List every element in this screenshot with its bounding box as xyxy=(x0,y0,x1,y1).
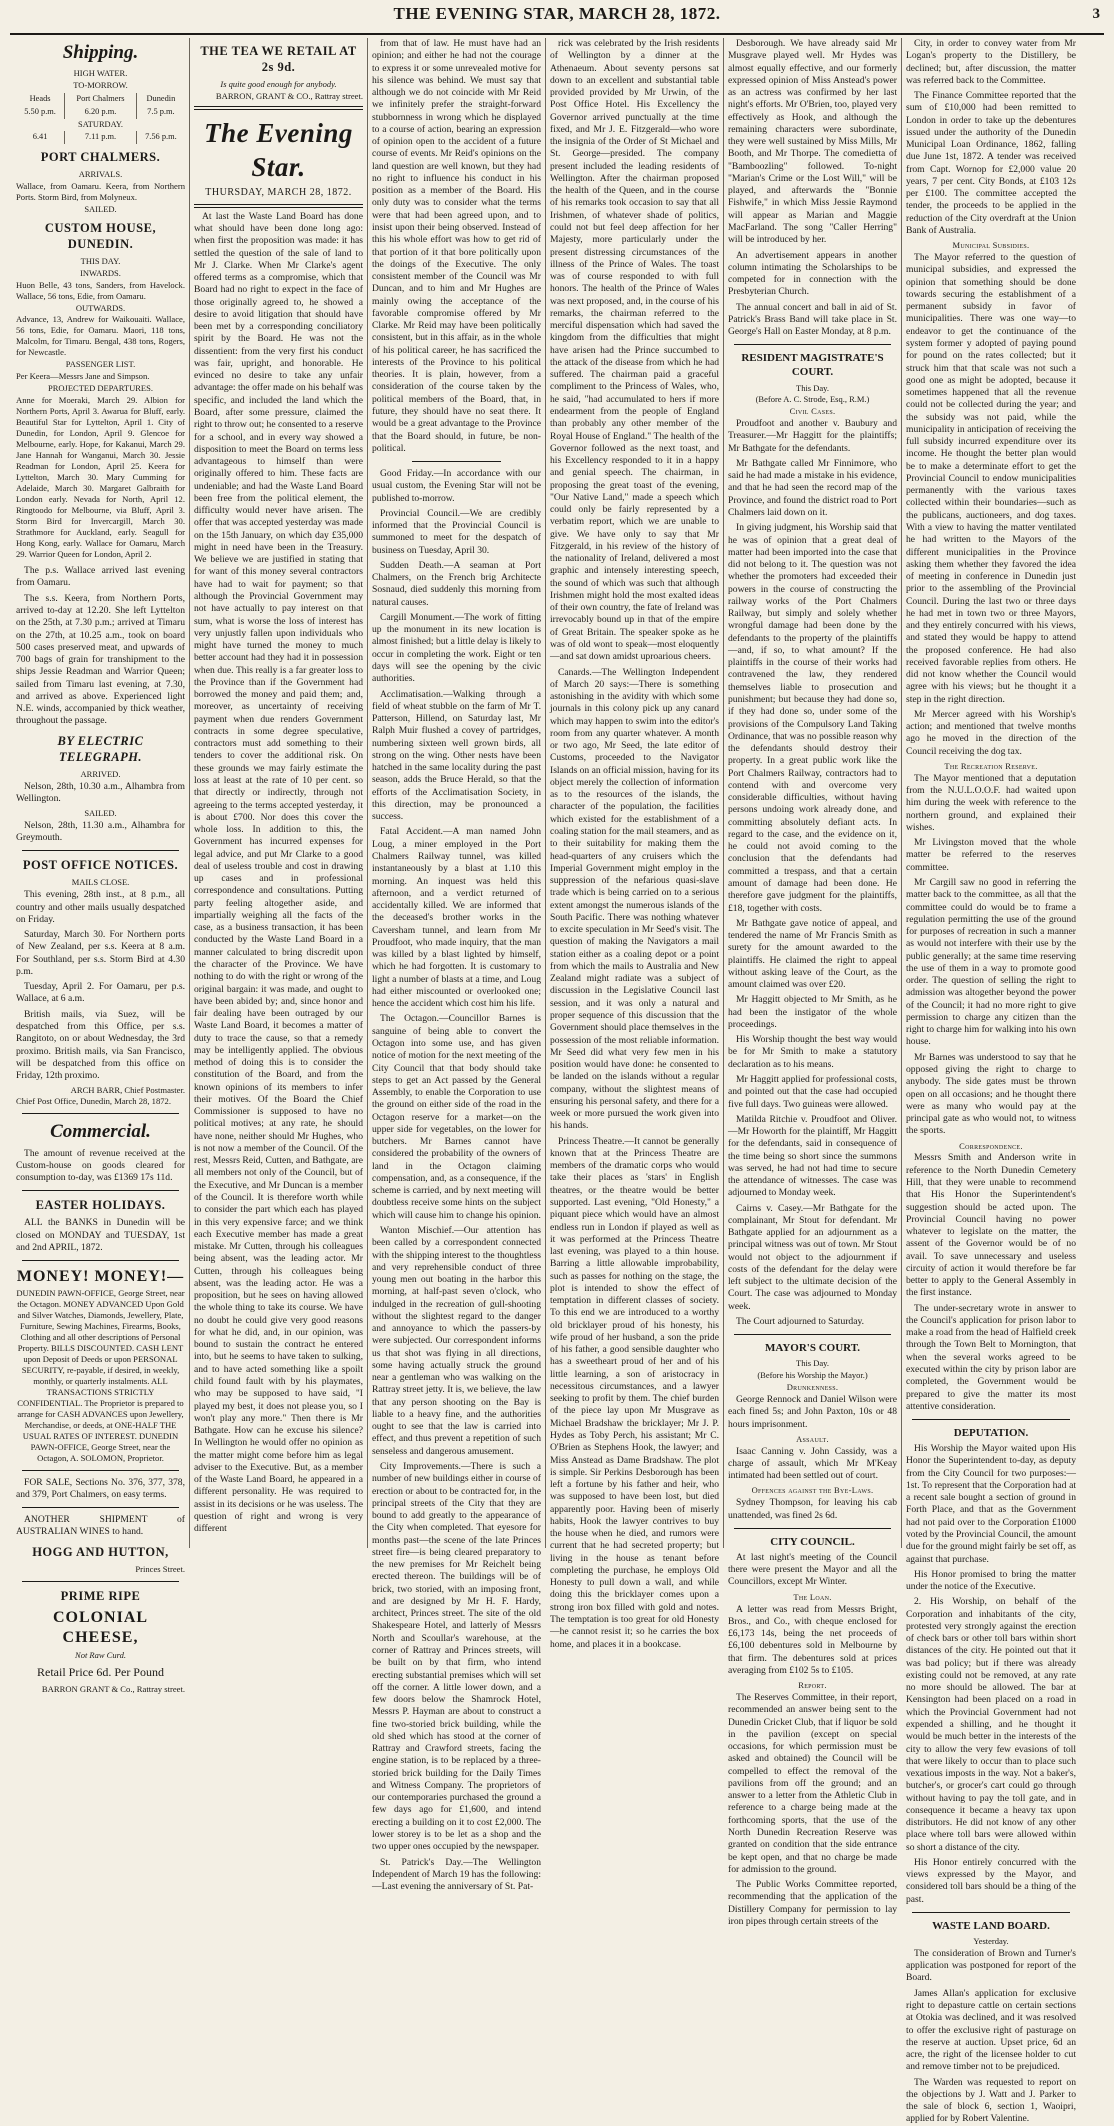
council-paragraph: At last night's meeting of the Council there were present the Mayor and all the Councillors, except Mr Winter. xyxy=(728,1551,897,1588)
council-paragraph: The under-secretary wrote in answer to the Council's application for prison labor to make a road from the head of Halfield creek through the Town Belt to Mornington, that when the several works agreed to be executed within the city by prison labor are completed, the Government would be prepared to give the matter its most attentive consideration. xyxy=(906,1302,1076,1412)
outwards-label: OUTWARDS. xyxy=(75,302,126,313)
waste-land-heading: WASTE LAND BOARD. xyxy=(932,1919,1050,1932)
column-1 xyxy=(12,38,190,1694)
divider xyxy=(22,1470,179,1471)
tide-header: Dunedin xyxy=(146,94,176,104)
court-paragraph: The Court adjourned to Saturday. xyxy=(736,1316,865,1328)
court-paragraph: Mr Haggitt applied for professional costs, and pointed out that the case had occupied five full days. Two guineas were allowed. xyxy=(728,1073,897,1110)
column-6 xyxy=(902,38,1080,2125)
council-paragraph: The Mayor mentioned that a deputation from the N.U.L.O.O.F. had waited upon him during the week with reference to the northern ground, and explained their wishes. xyxy=(906,772,1076,833)
tel-sailed-label: SAILED. xyxy=(84,808,117,819)
tide-cell: 6.41 xyxy=(16,131,65,144)
projected-label: PROJECTED DEPARTURES. xyxy=(48,383,153,394)
tide-header: Heads xyxy=(16,93,65,106)
news-paragraph: The annual concert and ball in aid of St. Patrick's Brass Band will take place in St. George's Hall on Easter Monday, at 8 p.m. xyxy=(728,301,897,338)
projected-text: Anne for Moeraki, March 29. Albion for Northern Ports, April 3. Awarua for Bluff, early. Beautiful Star for Lyttelton, April 1. City of Dunedin, for London, April 9. Glencoe for Melbourne, early. Hope, for Kakanui, March 29. Jane Hannah for Wanganui, March 30. Jessie Readman for London, April 25. Keera for Lyttelton, March 30. Mary Cumming for Adelaide, March 30. Margaret Galbraith for London early. Nevada for North, April 12. Ringtoodo for Melbourne, via Bluff, April 3. Storm Bird for Invercargill, March 30. Strathmore for Auckland, early. Seagull for Hong Kong, early. Wallace for Oamaru, March 29. Warrior Queen for London, April 2. xyxy=(16,395,185,560)
post-paragraph: British mails, via Suez, will be despatched from this Office, per s.s. Rangitoto, on or about Wednesday, the 3rd proximo. British mails, via San Francisco, will be despatched from this office on Friday, 12th proximo. xyxy=(16,1008,185,1082)
easter-text: ALL the BANKS in Dunedin will be closed on MONDAY and TUESDAY, 1st and 2nd APRIL, 1872. xyxy=(16,1217,185,1253)
custom-house-heading: CUSTOM HOUSE, DUNEDIN. xyxy=(44,220,157,251)
shipping-paragraph: The p.s. Wallace arrived last evening from Oamaru. xyxy=(16,565,185,589)
passenger-text: Per Keera—Messrs Jane and Simpson. xyxy=(16,371,150,382)
divider xyxy=(22,1507,179,1508)
divider xyxy=(194,204,363,208)
postmaster-signature: ARCH BARR, Chief Postmaster. xyxy=(70,1085,185,1096)
arrivals-text: Wallace, from Oamaru. Keera, from Northern Ports. Storm Bird, from Molyneux. xyxy=(16,180,185,202)
court-paragraph: His Worship thought the best way would be for Mr Smith to make a statutory declaration as to his means. xyxy=(728,1034,897,1070)
assault-label: Assault. xyxy=(796,1433,829,1444)
tide-cell: 6.20 p.m. xyxy=(65,106,137,119)
news-paragraph: St. Patrick's Day.—The Wellington Independent of March 19 has the following:—Last evening the anniversary of St. Pat- xyxy=(372,1856,541,1893)
post-office-dateline: Chief Post Office, Dunedin, March 28, 1872. xyxy=(16,1096,171,1107)
council-paragraph: Mr Barnes was understood to say that he opposed giving the right to charge to anybody. The side gates must be thrown open on all occasions; and he thought there were as many who would pay at the principal gate as who would not, to witness the sports. xyxy=(906,1051,1076,1137)
correspondence-label: Correspondence. xyxy=(959,1140,1023,1151)
court-paragraph: George Rennock and Daniel Wilson were each fined 5s; and John Paxton, 10s or 48 hours imprisonment. xyxy=(728,1393,897,1430)
divider xyxy=(22,1581,179,1582)
court-paragraph: Isaac Canning v. John Cassidy, was a charge of assault, which Mr M'Keay intimated had been settled out of court. xyxy=(728,1445,897,1482)
court-paragraph: Mr Haggitt objected to Mr Smith, as he had been the instigator of the whole proceedings. xyxy=(728,994,897,1030)
telegraph-heading: BY ELECTRIC TELEGRAPH. xyxy=(57,733,144,764)
recreation-label: The Recreation Reserve. xyxy=(944,761,1038,772)
news-paragraph: Cargill Monument.—The work of fitting up the monument in its new location is almost finished; but a little delay is likely to occur in completing the work. Eight or ten days will see the opening by the civic authorities. xyxy=(372,611,541,685)
masthead xyxy=(0,4,1114,26)
divider xyxy=(912,1419,1070,1420)
masthead-title: THE EVENING STAR, MARCH 28, 1872. xyxy=(393,4,721,23)
council-paragraph: City, in order to convey water from Mr Logan's property to the Distillery, be declined; but, after discussion, the matter was referred back to the Committee. xyxy=(906,38,1076,86)
paper-title: The Evening Star. xyxy=(204,117,353,183)
page-number: 3 xyxy=(1092,6,1100,22)
drunkenness-label: Drunkenness. xyxy=(786,1382,839,1393)
rm-before: (Before A. C. Strode, Esq., R.M.) xyxy=(755,394,870,405)
council-paragraph: Messrs Smith and Anderson write in reference to the North Dunedin Cemetery Hill, that they were unable to recommend that His Honor the Superintendent's suggestion should be acted upon. The Provincial Council having no power whatever to legislate on the matter, the assent of the Governor would be of no avail. To save unnecessary and useless circuity of action it would therefore be far better to apply to the General Assembly in the first instance. xyxy=(906,1152,1076,1299)
outwards-text: Advance, 13, Andrew for Waikouaiti. Wallace, 56 tons, Edie, for Oamaru. Maori, 118 tons, Malcolm, for Timaru. Bengal, 438 tons, Rogers, for Newcastle. xyxy=(16,314,185,358)
news-paragraph: Desborough. We have already said Mr Musgrave played well. Mr Hydes was almost equally effective, and our formerly expressed opinion of Miss Anstead's power as an actress was confirmed by her last night's efforts. Mr O'Brien, too, played very effectively as Hook, and although the remaining characters were subordinate, they were well sustained by Miss Mills, Mr Booth, and Mr Thorpe. The comedietta of "Bamboozling" followed. To-night "Marian's Crime or the Lost Will," will be played, and afterwards the "Bonnie Fishwife," in which Miss Jessie Raymond will appear as Marian and Maggie MacFarland. The song "Caller Herring" will be introduced by her. xyxy=(728,38,897,246)
divider xyxy=(194,106,363,110)
tide-cell: 5.50 p.m. xyxy=(16,106,65,119)
court-paragraph: Sydney Thompson, for leaving his cab unattended, was fined 2s 6d. xyxy=(728,1497,897,1521)
deputation-paragraph: His Worship the Mayor waited upon His Honor the Superintendent to-day, as deputy from the City Council for two purposes:—1st. To represent that the Corporation had at a recent sale bought a section of ground in Forth Place, and that as the Government had not paid over to the Corporation £1000 voted by the Provincial Council, the amount due for the ground might fairly be set off, as against that purchase. xyxy=(906,1443,1076,1565)
post-office-heading: POST OFFICE NOTICES. xyxy=(22,858,179,873)
waste-paragraph: The consideration of Brown and Turner's application was postponed for report of the Board. xyxy=(906,1947,1076,1984)
money-heading: MONEY! MONEY!— xyxy=(16,1268,185,1286)
easter-heading: EASTER HOLIDAYS. xyxy=(35,1198,166,1213)
sailed-label: SAILED. xyxy=(84,203,117,214)
divider xyxy=(22,1190,179,1191)
deputation-heading: DEPUTATION. xyxy=(953,1427,1029,1440)
report-label: Report. xyxy=(798,1680,827,1691)
divider xyxy=(412,461,501,462)
news-paragraph: Acclimatisation.—Walking through a field of wheat stubble on the farm of Mr T. Patterson, Hillend, on Saturday last, Mr Ralph Muir flushed a covey of partridges, numbering sixteen well grown birds, all strong on the wing. Other nests have been hatched in the same locality during the past season, adds the Bruce Herald, so that the efforts of the Acclimatisation Society, in this direction, may be pronounced a success. xyxy=(372,688,541,823)
post-paragraph: This evening, 28th inst., at 8 p.m., all country and other mails usually despatched on Friday. xyxy=(16,889,185,925)
shipping-paragraph: The s.s. Keera, from Northern Ports, arrived to-day at 12.20. She left Lyttelton on the 25th, at 7.30 p.m.; arrived at Timaru on the 27th, at 10.25 a.m., took on board 500 cases preserved meat, and upwards of 700 bags of grain for transhipment to the ships Jessie Readman and Warrior Queen; sailed from Timaru last evening, at 7.30, and arrived as above. Experienced light N.E. winds, accompanied by thick weather, throughout the passage. xyxy=(16,592,185,727)
prime-ripe: PRIME RIPE xyxy=(60,1588,141,1603)
civil-cases: Civil Cases. xyxy=(789,406,836,417)
news-paragraph: rick was celebrated by the Irish residents of Wellington by a dinner at the Athenaeum. About seventy persons sat down to an excellent and substantial table provided provided by Mr Urwin, of the Post Office Hotel. His Excellency the Governor arrived punctually at the time fixed, and Mr J. E. Fitzgerald—who wore the insignia of the Order of St Michael and St. George—presided. The company present included the leading residents of Wellington. After the chairman proposed the health of the Queen, and in the course of his remarks took occasion to say that all Irishmen, of whatever shade of politics, could not but feel deep affection for her Majesty, more particularly under the present distressing circumstances of the illness of the Prince of Wales. The toast was of course responded to with full honors. The health of the Prince of Wales was next proposed, and, in the course of his remarks, the chairman referred to the merciful dispensation which had saved the kingdom from the difficulties that might have arisen had the Prince succumbed to the attack of the disease from which he had suffered. The chairman paid a graceful compliment to the Princess of Wales, who, he said, "had accumulated to hers if more endearment from the people of England than probably any other member of the Royal House of England." The health of the Governor followed as the next toast, and his Excellency responded to it in a happy and genial speech. The chairman, in proposing the great toast of the evening, "Our Native Land," made a speech which could only be fairly represented by a verbatim report, which we are unable to give. We have only to say that Mr Fitzgerald, in his review of the history of the nationality of Ireland, delivered a most graphic and intensely interesting speech, the sound of which was such that although Irishmen might hold the most exalted ideas of their own country, the fate of Ireland was irrevocably bound up in that of the empire of Great Britain. The speaker spoke as he was of old wont to speak—most eloquently—and sat down amidst uproarious cheers. xyxy=(550,38,719,663)
rm-day: This Day. xyxy=(796,382,829,393)
news-paragraph: Canards.—The Wellington Independent of March 20 says:—There is something astonishing in the avidity with which some journals in this colony pick up any canard which may happen to swim into the editor's room from any quarter whatever. A month or two ago, Mr Seed, the late editor of Customs, proceeded to the Navigator Islands on an official mission, having for its object merely the collection of information as to the resources of the islands, the character of the population, the facilities which existed for the establishment of a coaling station for the mail steamers, and as to their suitability for making them the head-quarters of any cruisers which the Imperial Government might employ in the suppression of the nefarious quasi-slave trade which is being carried on to a serious extent amongst the numerous islands of the South Pacific. There was nothing whatever to excite speculation in Mr Seed's visit. The question of making the Navigators a mail station either as a coaling depot or a point from which the mails to Australia and New Zealand might radiate was a subject of discussion in the Legislative Council last session, and it was only a natural and proper sequence of this discussion that the Government should place themselves in the possession of the most reliable information. Mr Seed did what very few men in his position would have done: he consented to be landed on the islands without a regular company, without the slightest means of ensuring his personal safety, and there for a week or more pursued the work given into his hands. xyxy=(550,666,719,1132)
divider xyxy=(912,1912,1070,1913)
sale-ad: FOR SALE, Sections No. 376, 377, 378, and 379, Port Chalmers, on easy terms. xyxy=(16,1476,185,1500)
court-paragraph: In giving judgment, his Worship said that he was of opinion that a great deal of matter had been imported into the case that did not belong to it. The question was not whether the promoters had exceeded their powers in the course of constructing the railway works of the Port Chalmers Railway, but simply and solely whether wrongful damage had been done by the defendants to the property of the plaintiffs—and, if so, to what amount? If the plaintiffs in the course of their works had contravened the law, they rendered themselves liable to prosecution and punishment; but because they had done so, if they had done so, under some of the provisions of the Compulsory Land Taking Ordinance, that was no possible reason why the defendants should destroy their property. In a great public work like the Port Chalmers Railway, contractors had to contend with and overcome very considerable difficulties, without having persons undoing work already done, and committing absolutely defiant acts. In regard to the case, and the evidence on it, he could not avoid coming to the conclusion that the defendants had committed a trespass, and that a certain amount of damage had been done. He therefore gave judgment for the plaintiffs, £18, together with costs. xyxy=(728,522,897,914)
post-paragraph: Saturday, March 30. For Northern ports of New Zealand, per s.s. Keera at 8 a.m. For Southland, per s.s. Storm Bird at 4.30 p.m. xyxy=(16,929,185,977)
cheese-price: Retail Price 6d. Per Pound xyxy=(37,1664,164,1679)
tea-ad-sig: BARRON, GRANT & CO., Rattray street. xyxy=(215,90,363,101)
editorial-paragraph: At last the Waste Land Board has done what should have been done long ago: when first the proposition was made: it has settled the question of the sale of land to Mr J. Clarke. When Mr Clarke's agent offered terms as a compromise, which that Board had no right to expect in the face of those originally agreed to, he showed a desire to avoid litigation that should have been met by a corresponding conciliatory spirit by the Board. He was not the dissentient: from the very first his conduct was fair, upright, and honorable. He evinced no desire to take any unfair advantage: the offer made on his behalf was specific, and included the land which the Board, after some pressure, claimed the right to throw out; he consented to a reserve for a school, and in every way showed a disposition to meet the Board on terms less advantageous to himself than were originally offered to him. These facts are undeniable; and had the Waste Land Board been free from the political element, the difficulty would never have arisen. The offer that was accepted yesterday was made on the 15th January, on which day £35,000 might in need have been in the Treasury. We believe we are justified in stating that for want of this money several contractors have had to wait for payment; so that although the Provincial Government may not have actually to pay interest on that sum, what is worse the loss of interest has very unjustly fallen upon individuals who might have turned the money to much better account had they had it in possession when due. This really is a far greater loss to the Province than if the Government had borrowed the money and paid them; and, moreover, as uncertainty of receiving payment when due renders Government contracts in some degree speculative, contractors must add something to their tenders to cover the additional risk. On these grounds we may fairly estimate the loss at least at the rate of 10 per cent. so that directly or indirectly, through not agreeing to the terms accepted yesterday, it is about £700. Nor does this cover the whole loss. In addition to this, the Government has incurred expenses for legal advice, and put Mr Clarke to a good deal of useless trouble and cost in drawing up cases and in professional correspondence and consultations. Putting party feeling altogether aside, and impartially weighing all the facts of the case, as a business transaction, it has been conducted by the Waste Land Board in a manner calculated to bring discredit upon the character of the Province. We have nothing to do with the right or wrong of the original bargain: it was made, and ought to have been abided by; and, since honor and fair dealing have been outraged by our Waste Land Board, it becomes a matter of duty to trace the cause, so that a remedy may be intelligently applied. The obvious method of doing this is to consider the constitution of the Board, and from the known opinions of its members to infer their motives. Of the Board the Chief Commissioner is supposed to have no political motives; at any rate, he should have none, neither should Mr Hughes, who is not now a member of the Council. Of the rest, Messrs Reid, Cutten, and Bathgate, are all members not only of the Council, but of the Executive, and Mr Duncan is a member of the Council. It is therefore worth while to consider the part which each has played in this very expensive farce; and we think each Executive member has made a great mistake. Mr Cutten, through his colleagues being absent, was the leading actor. Mr Cutten, through his colleagues being absent, was the leading actor. He was a proposition, but he sees on having allowed the whole thing to take its course. We have no doubt he could give very good reasons for what he did, and, in our opinion, was bound to sustain the contract he entered into, but he seems to have taken to sulking, and to have acted something like a spoilt child found fault with by his playmates, who may be supposed to have said, "I played my best, it does not please you, so I won't play any more." Then there is Mr Bathgate. How can he excuse his silence? In Wellington he would offer no opinion as the matter might come before him as legal adviser to the Executive. But, as a member of the Waste Land Board, he appeared in a different personality. He was required to assist in its decisions or he was useless. The question of right and wrong is very different xyxy=(194,210,363,1535)
waste-paragraph: The Warden was requested to report on the objections by J. Watt and J. Parker to the sale of block 6, section 1, Waoipri, applied for by Robert Valentine. xyxy=(906,2076,1076,2125)
hogg-street: Princes Street. xyxy=(135,1563,185,1574)
column-5 xyxy=(724,38,902,1927)
deputation-paragraph: His Honor entirely concurred with the views expressed by the Mayor, and considered toll bars should be a thing of the past. xyxy=(906,1856,1076,1905)
court-paragraph: Mr Bathgate called Mr Finnimore, who said he had made a mistake in his evidence, and that he had seen the record map of the Province, and found the district road to Port Chalmers laid down on it. xyxy=(728,457,897,519)
news-paragraph: Good Friday.—In accordance with our usual custom, the Evening Star will not be published to-morrow. xyxy=(372,468,541,504)
not-raw-curd: Not Raw Curd. xyxy=(75,1649,126,1660)
mails-close-label: MAILS CLOSE. xyxy=(71,877,130,888)
subsidies-label: Municipal Subsidies. xyxy=(952,240,1030,251)
bylaws-label: Offences against the Bye-Laws. xyxy=(751,1485,874,1496)
tide-cell: 7.5 p.m. xyxy=(147,106,175,116)
port-chalmers-heading: PORT CHALMERS. xyxy=(40,150,161,165)
waste-day: Yesterday. xyxy=(973,1936,1009,1947)
divider xyxy=(734,344,891,345)
council-paragraph: Mr Livingston moved that the whole matter be referred to the reserves committee. xyxy=(906,837,1076,873)
mayor-before: (Before his Worship the Mayor.) xyxy=(757,1370,868,1381)
tide-cell: 7.56 p.m. xyxy=(145,132,177,142)
city-council-heading: CITY COUNCIL. xyxy=(770,1535,855,1548)
editorial-continued: from that of law. He must have had an opinion; and either he had not the courage to express it or some unrevealed motive for his silence was behind. We must say that although we do not coincide with Mr Reid we infinitely prefer the straight-forward stubbornness in wrong which he displayed to a course of action, bearing an expression of opinion open to the accident of a future course of events. Mr Reid's opinions on the land question are well known, but they had no right to influence his conduct in his position as a member of the Board. His only duty was to consider what the terms were that had been agreed upon, and to insist upon their being observed. Instead of this his whole effort was how to get rid of that portion of it that bore politically upon the doings of the Executive. The only consistent member of the Council was Mr Duncan, and to him and Mr Hughes are mainly owing the acceptance of the favorable compromise offered by Mr Clarke. Mr Reid may have been politically consistent, but in this affair, as in the whole of his political career, he has sacrificed the interests of the Province to his political theories. It is plain, however, from a consideration of the course taken by the political members of the Board, that, in future, they should have no seat there. It would be a great advantage to the Province that the Board should, in future, be non-political. xyxy=(372,38,541,454)
money-ad-text: DUNEDIN PAWN-OFFICE, George Street, near the Octagon. MONEY ADVANCED Upon Gold and Silver Watches, Diamonds, Jewellery, Plate, Furniture, Sewing Machines, Firearms, Books, Clothing and all other descriptions of Personal Property. BILLS DISCOUNTED. CASH LENT upon Deposit of Deeds or upon PERSONAL SECURITY, re-payable, if desired, in weekly, monthly, or quarterly instalments. ALL TRANSACTIONS STRICTLY CONFIDENTIAL. The Proprietor is prepared to arrange for CASH ADVANCES upon Jewellery, Merchandise, or deeds, at ONE-HALF THE USUAL RATES OF INTEREST. DUNEDIN PAWN-OFFICE, George Street, near the Octagon, A. SOLOMON, Proprietor. xyxy=(16,1287,185,1463)
arrivals-label: ARRIVALS. xyxy=(78,169,123,180)
council-paragraph: The Reserves Committee, in their report, recommended an answer being sent to the Dunedin Cricket Club, that if liquor be sold in the pavilion (except on special occasions, for which permission must be asked and obtained) the Council will be compelled to effect the removal of the pavilions from off the ground; and an answer to a letter from the Athletic Club in reference to a charge being made at the forthcoming sports, that the use of the North Dunedin Recreation Reserve was granted on condition that the side entrance be kept open, and that no charge be made for admission to the ground. xyxy=(728,1692,897,1875)
commercial-heading: Commercial. xyxy=(50,1121,151,1143)
column-2 xyxy=(190,38,368,1548)
divider xyxy=(734,1334,891,1335)
council-paragraph: The Mayor referred to the question of municipal subsidies, and expressed the opinion that something should be done towards securing the establishment of a permanent subsidy in favor of municipalities. There was one way—to endeavor to get the continuance of the system former y adopted of paying pound for pound on the rates collected; but it struck him that that scale was not such a good one as might be adopted, because it sometimes happened that all the revenue could not be collected during the year; and the subsidy was not paid, while the municipality in anticipation of receiving the full subsidy incurred expenditure over its income. He thought the better plan would be to make a determinate effort to get the Provincial Council to endow municipalities permanently with the various taxes collected within their boundaries—such as the publicans, auctioneers, and dog taxes. With a view to having the matter ventilated he had written to the Mayors of the different municipalities in the Province asking them whether they favored the idea of meeting in conference in Dunedin just prior to the assembling of the Provincial Council. During the last two or three days he had met in town two or three Mayors, and they entirely concurred with his views, and stated they would be happy to attend the proposed conference. He had also received favorable replies from others. He did not know whether the Council would agree with his views; but he thought it a step in the right direction. xyxy=(906,252,1076,705)
colonial-cheese: COLONIAL CHEESE, xyxy=(52,1608,149,1647)
tide-cell: 7.11 p.m. xyxy=(65,131,137,144)
divider xyxy=(22,1113,179,1114)
wines-ad: ANOTHER SHIPMENT of AUSTRALIAN WINES to hand. xyxy=(16,1514,185,1538)
mayor-court-heading: MAYOR'S COURT. xyxy=(765,1342,860,1355)
tel-arrived-text: Nelson, 28th, 10.30 a.m., Alhambra from Wellington. xyxy=(16,780,185,804)
tea-ad-headline: THE TEA WE RETAIL AT 2s 9d. xyxy=(200,44,357,74)
deputation-paragraph: His Honor promised to bring the matter under the notice of the Executive. xyxy=(906,1568,1076,1593)
news-paragraph: Fatal Accident.—A man named John Loug, a miner employed in the Port Chalmers Railway tunnel, was killed instantaneously by a blast at 1.10 this morning. An inquest was held this afternoon, and a verdict returned of accidentally killed. We are informed that the deceased's brother works in the Caversham tunnel, and learn from Mr Proudfoot, who made inquiry, that the man was killed by a blast lighted by himself, which he had forgotten. It is customary to light a number of blasts at a time, and Loug had either miscounted or overlooked one; hence the accident which cost him his life. xyxy=(372,826,541,1010)
news-paragraph: Sudden Death.—A seaman at Port Chalmers, on the French brig Architecte Sosnaud, died suddenly this morning from natural causes. xyxy=(372,559,541,608)
divider xyxy=(734,1528,891,1529)
tel-sailed-text: Nelson, 28th, 11.30 a.m., Alhambra for Greymouth. xyxy=(16,819,185,844)
news-paragraph: Provincial Council.—We are credibly informed that the Provincial Council is summoned to meet for the despatch of business on Tuesday, April 30. xyxy=(372,507,541,556)
passenger-label: PASSENGER LIST. xyxy=(65,359,136,370)
tea-ad xyxy=(194,43,363,102)
paper-date: THURSDAY, MARCH 28, 1872. xyxy=(205,186,352,198)
news-paragraph: An advertisement appears in another column intimating the Scholarships to be competed for in connection with the Presbyterian Church. xyxy=(728,249,897,298)
news-paragraph: The Octagon.—Councillor Barnes is sanguine of being able to convert the Octagon into some use, and has given notice of motion for the next meeting of the City Council that that body should take steps to get an Act passed by the General Assembly, to enable the Corporation to use the ground on either side of the road in the Octagon reserve for a market—on the upper side for vegetables, on the lower for butchers. Mr Barnes cannot have considered the probability of the owners of land in the Octagon claiming compensation, and, as a consequence, if the scheme is carried, and by next meeting will doubtless receive some hints on the subject which will cause him to change his opinion. xyxy=(372,1013,541,1221)
news-paragraph: City Improvements.—There is such a number of new buildings either in course of erection or about to be contracted for, in the principal streets of the City that they are bound to add greatly to the appearance of the City when completed. That eyesore for months past—the scene of the late Princes street fire—is being cleared preparatory to the new premises for Mr Reichelt being erected thereon. The buildings will be of brick, two storied, with an imposing front, and are designed by Mr H. F. Hardy, architect, Princes street. The site of the old Shakespeare Hotel, and latterly of Messrs North and Scoullar's warehouse, at the corner of Rattray and Princes streets, will be built on by that firm, who intend erecting substantial premises which will set off the corner. A little lower down, and a few doors below the Shamrock Hotel, Messrs P. Hayman are about to construct a fine two-storied brick building, while the old shed which has stood at the corner of Rattray and Crawford streets, facing the engine station, is to be replaced by a three-storied brick building for the Daily Times and Witness Company. The proprietors of our contemporaries purchased the ground a few days ago for £1,600, and intend erecting a building on it to cost £2,000. The lower storey is to be let as a shop and the two upper ones occupied by the newspaper. xyxy=(372,1461,541,1853)
news-paragraph: Princess Theatre.—It cannot be generally known that at the Princess Theatre are members of the dramatic corps who would take their places as 'stars' in English theatres, or the theatre would be better supported. Last evening, "Old Honesty," a piquant piece which would have an almost endless run in London if played as well as it was performed at the Princess Theatre last evening, was played to a thin house. Barring a little allowable improbability, such as passes for nothing on the stage, the plot is intended to show the effect of temptation in different classes of society. To this end we are introduced to a worthy old bricklayer proud of his honesty, his wife proud of her husband, a son the pride of his father, a good sensible daughter who has a sweetheart proud of her and of his little learning, a son of aristocracy in necessitous circumstances, and a lawyer seeking to profit by them. The chief burden of the piece lay upon Mr Musgrave as Michael Bradshaw the bricklayer; Mr J. P. Hydes as Toby Perch, his assistant; Mr C. O'Brien as Stephens Hook, the lawyer; and Miss Anstead as Dame Bradshaw. The plot is simple. Sir Perkins Desborough has been left a fortune by his father and heir, who was supposed to have been lost, but died apparently poor. Having been of miserly habits, Hook the lawyer contrives to buy the house when he died, and rumors were current that he had secreted property; but living in the house as tenant before completing the purchase, he employs Old Honesty to pull down a wall, and while doing this the bricklayer comes upon a strong iron box filled with gold and notes. The temptation is too great for old Honesty—he cannot resist it; so he carries the box home, and places it in a bookcase. xyxy=(550,1135,719,1650)
mayor-day: This Day. xyxy=(796,1358,829,1369)
masthead-rule xyxy=(10,33,1104,35)
loan-label: The Loan. xyxy=(793,1591,832,1602)
columns xyxy=(12,38,1104,2125)
tide-table xyxy=(16,93,185,144)
council-paragraph: Mr Cargill saw no good in referring the matter back to the committee, as all that the committee could do would be to frame a regulation permitting the use of the ground for purposes of recreation in such a manner as would not interfere with their use by the public generally; at the same time reserving the use of them in a way to promote good order. The question of selling the right to admission was altogether beyond the power of the Council; it had no more right to give permission to charge any citizen than the right to charge him for walking into his own house. xyxy=(906,877,1076,1048)
council-paragraph: Mr Mercer agreed with his Worship's action; and mentioned that twelve months ago he moved in the direction of the Council receiving the dog tax. xyxy=(906,708,1076,757)
this-day-label: THIS DAY. xyxy=(80,255,121,266)
inwards-text: Huon Belle, 43 tons, Sanders, from Havelock. Wallace, 56 tons, Edie, from Oamaru. xyxy=(16,279,185,301)
saturday-label: SATURDAY. xyxy=(78,119,123,129)
column-4 xyxy=(546,38,724,1650)
tide-header: Port Chalmers xyxy=(65,93,137,106)
tea-ad-line: Is quite good enough for anybody. xyxy=(220,79,337,89)
court-paragraph: Proudfoot and another v. Baubury and Treasurer.—Mr Haggitt for the plaintiffs; Mr Bathgate for the defendants. xyxy=(728,418,897,454)
deputation-paragraph: 2. His Worship, on behalf of the Corporation and inhabitants of the city, protested very strongly against the erection of check bars or other toll bars within short distances of the city. He pointed out that it was bad policy; but if there was already existing could not be removed, at any rate no more should be allowed. The bar at Kensington had been placed on a road in which the Provincial Government had not expended a shilling, and he thought it would be much better in the interests of the city to allow the very few evasions of toll that were likely to occur than to place such vexatious imposts in the way. Not a baker's, butcher's, or grocer's cart could go through without having to pay the toll gate, and in consequence it became a heavy tax upon distributors. He did not know of any other place where toll bars were allowed within so short a distance of the city. xyxy=(906,1596,1076,1853)
hogg-hutton: HOGG AND HUTTON, xyxy=(32,1544,169,1559)
tomorrow-label: TO-MORROW. xyxy=(73,80,128,91)
high-water-label: HIGH WATER. xyxy=(73,68,128,79)
waste-paragraph: James Allan's application for exclusive right to depasture cattle on certain sections at Otokia was declined, and it was resolved to offer the exclusive right of pasturage on the reserve at auction. Upset price, 6d an acre, the right of the licensee holder to cut and remove timber not to be prejudiced. xyxy=(906,1987,1076,2073)
divider xyxy=(22,850,179,851)
column-3 xyxy=(368,38,546,1893)
court-paragraph: Cairns v. Casey.—Mr Bathgate for the complainant, Mr Stout for defendant. Mr Bathgate applied for an adjournment as a principal witness was out of town. Mr Stout would not object to the adjournment if costs of the defendant for the delay were left subject to the ultimate decision of the Court. The case was adjourned to Monday week. xyxy=(728,1202,897,1312)
barron-grant-sig: BARRON GRANT & Co., Rattray street. xyxy=(41,1683,185,1694)
commercial-text: The amount of revenue received at the Custom-house on goods cleared for consumption to-day, was £1369 17s 11d. xyxy=(16,1147,185,1184)
rm-court-heading: RESIDENT MAGISTRATE'S COURT. xyxy=(741,352,884,379)
council-paragraph: A letter was read from Messrs Bright, Bros., and Co., with cheque enclosed for £6,173 14s, being the net proceeds of £6,100 debentures sold in Melbourne by that firm. The debentures sold at prices averaging from £102 5s to £105. xyxy=(728,1603,897,1676)
court-paragraph: Mr Bathgate gave notice of appeal, and tendered the name of Mr Francis Smith as surety for the amount awarded to the plaintiffs. He claimed the right to appeal without asking leave of the Court, as the amount claimed was over £20. xyxy=(728,917,897,991)
divider xyxy=(22,1260,179,1261)
shipping-heading: Shipping. xyxy=(62,42,139,63)
inwards-label: INWARDS. xyxy=(80,267,121,278)
court-paragraph: Matilda Ritchie v. Proudfoot and Oliver. —Mr Howorth for the plaintiff, Mr Haggitt for the defendants, said in consequence of the time being so short since the summons was served, he had not had time to secure the attendance of witnesses. The case was adjourned to Monday week. xyxy=(728,1113,897,1199)
post-paragraph: Tuesday, April 2. For Oamaru, per p.s. Wallace, at 6 a.m. xyxy=(16,981,185,1005)
council-paragraph: The Finance Committee reported that the sum of £10,000 had been remitted to London in order to take up the debentures issued under the authority of the Dunedin Municipal Loan Ordinance, 1862, falling due June 1st, 1872. A tender was received from Capt. Wornop for £2,000 value 20 years, 7 per cent. City Bonds, at £103 12s per £100. The committee accepted the tender, the proceeds to be applied in the reduction of the City overdraft at the Union Bank of Australia. xyxy=(906,90,1076,236)
news-paragraph: Wanton Mischief.—Our attention has been called by a correspondent connected with the shipping interest to the thoughtless and very reprehensible conduct of three young men out boating in the harbor this morning, at half-past seven o'clock, who indulged in the recreation of gull-shooting without the slightest regard to the danger and annoyance to which the passers-by were subjected. Our correspondent informs us that shot was flying in all directions, some having actually struck the ground near a gentleman who was walking on the Rattray street jetty. It is, we believe, the law that any person shooting on the Bay is liable to a heavy fine, and the authorities ought to see that the law is carried into effect, and thus prevent a repetition of such senseless and dangerous amusement. xyxy=(372,1224,541,1457)
tel-arrived-label: ARRIVED. xyxy=(80,768,121,779)
council-paragraph: The Public Works Committee reported, recommending that the application of the Distillery Company for permission to lay iron pipes through certain streets of the xyxy=(728,1879,897,1927)
